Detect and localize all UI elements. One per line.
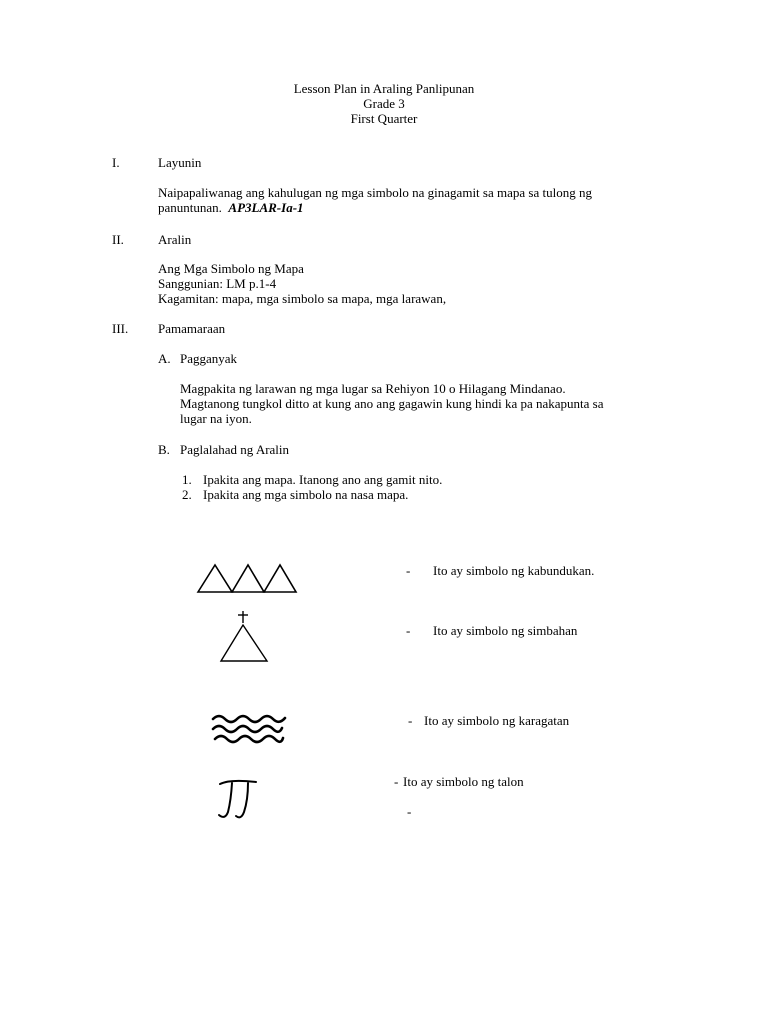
objective-line-1: Naipapaliwanag ang kahulugan ng mga simbolo na ginagamit sa mapa sa tulong ng: [158, 185, 592, 200]
church-symbol-icon: [218, 609, 272, 664]
lesson-reference: Sanggunian: LM p.1-4: [158, 276, 277, 291]
part-b-label: B.: [158, 442, 170, 457]
waterfall-symbol-icon: [214, 778, 264, 824]
symbol-2-text: Ito ay simbolo ng simbahan: [433, 623, 578, 638]
objective-line-2-text: panuntunan.: [158, 200, 222, 215]
part-a-line-2: Magtanong tungkol ditto at kung ano ang gagawin kung hindi ka pa nakapunta sa: [180, 396, 604, 411]
sea-symbol-icon: [210, 710, 288, 746]
part-a-line-1: Magpakita ng larawan ng mga lugar sa Rehiyon 10 o Hilagang Mindanao.: [180, 381, 566, 396]
section-1-heading: Layunin: [158, 155, 202, 170]
mountain-symbol-icon: [196, 562, 300, 594]
part-a-line-3: lugar na iyon.: [180, 411, 252, 426]
symbol-1-text: Ito ay simbolo ng kabundukan.: [433, 563, 595, 578]
step-1-text: Ipakita ang mapa. Itanong ano ang gamit nito.: [203, 472, 443, 487]
document-grade: Grade 3: [363, 96, 405, 111]
objective-line-2: [158, 200, 304, 215]
symbol-4-text: Ito ay simbolo ng talon: [403, 774, 524, 789]
competency-code: AP3LAR-Ia-1: [228, 200, 304, 215]
part-a-title: Pagganyak: [180, 351, 238, 366]
section-1-numeral: I.: [112, 155, 120, 170]
symbol-2-dash: -: [406, 623, 411, 638]
symbol-1-dash: -: [406, 563, 411, 578]
symbol-4-dash: -: [394, 774, 399, 789]
document-title: Lesson Plan in Araling Panlipunan: [293, 81, 475, 96]
step-2-text: Ipakita ang mga simbolo na nasa mapa.: [203, 487, 409, 502]
lesson-materials: Kagamitan: mapa, mga simbolo sa mapa, mga larawan,: [158, 291, 447, 306]
step-1-num: 1.: [182, 472, 192, 487]
step-2-num: 2.: [182, 487, 192, 502]
document-quarter: First Quarter: [350, 111, 418, 126]
symbol-3-text: Ito ay simbolo ng karagatan: [424, 713, 570, 728]
section-3-heading: Pamamaraan: [158, 321, 226, 336]
lesson-topic: Ang Mga Simbolo ng Mapa: [158, 261, 304, 276]
symbol-5-dash: -: [407, 804, 412, 819]
symbol-3-dash: -: [408, 713, 413, 728]
section-3-numeral: III.: [112, 321, 129, 336]
section-2-numeral: II.: [112, 232, 124, 247]
part-b-title: Paglalahad ng Aralin: [180, 442, 290, 457]
part-a-label: A.: [158, 351, 171, 366]
section-2-heading: Aralin: [158, 232, 192, 247]
